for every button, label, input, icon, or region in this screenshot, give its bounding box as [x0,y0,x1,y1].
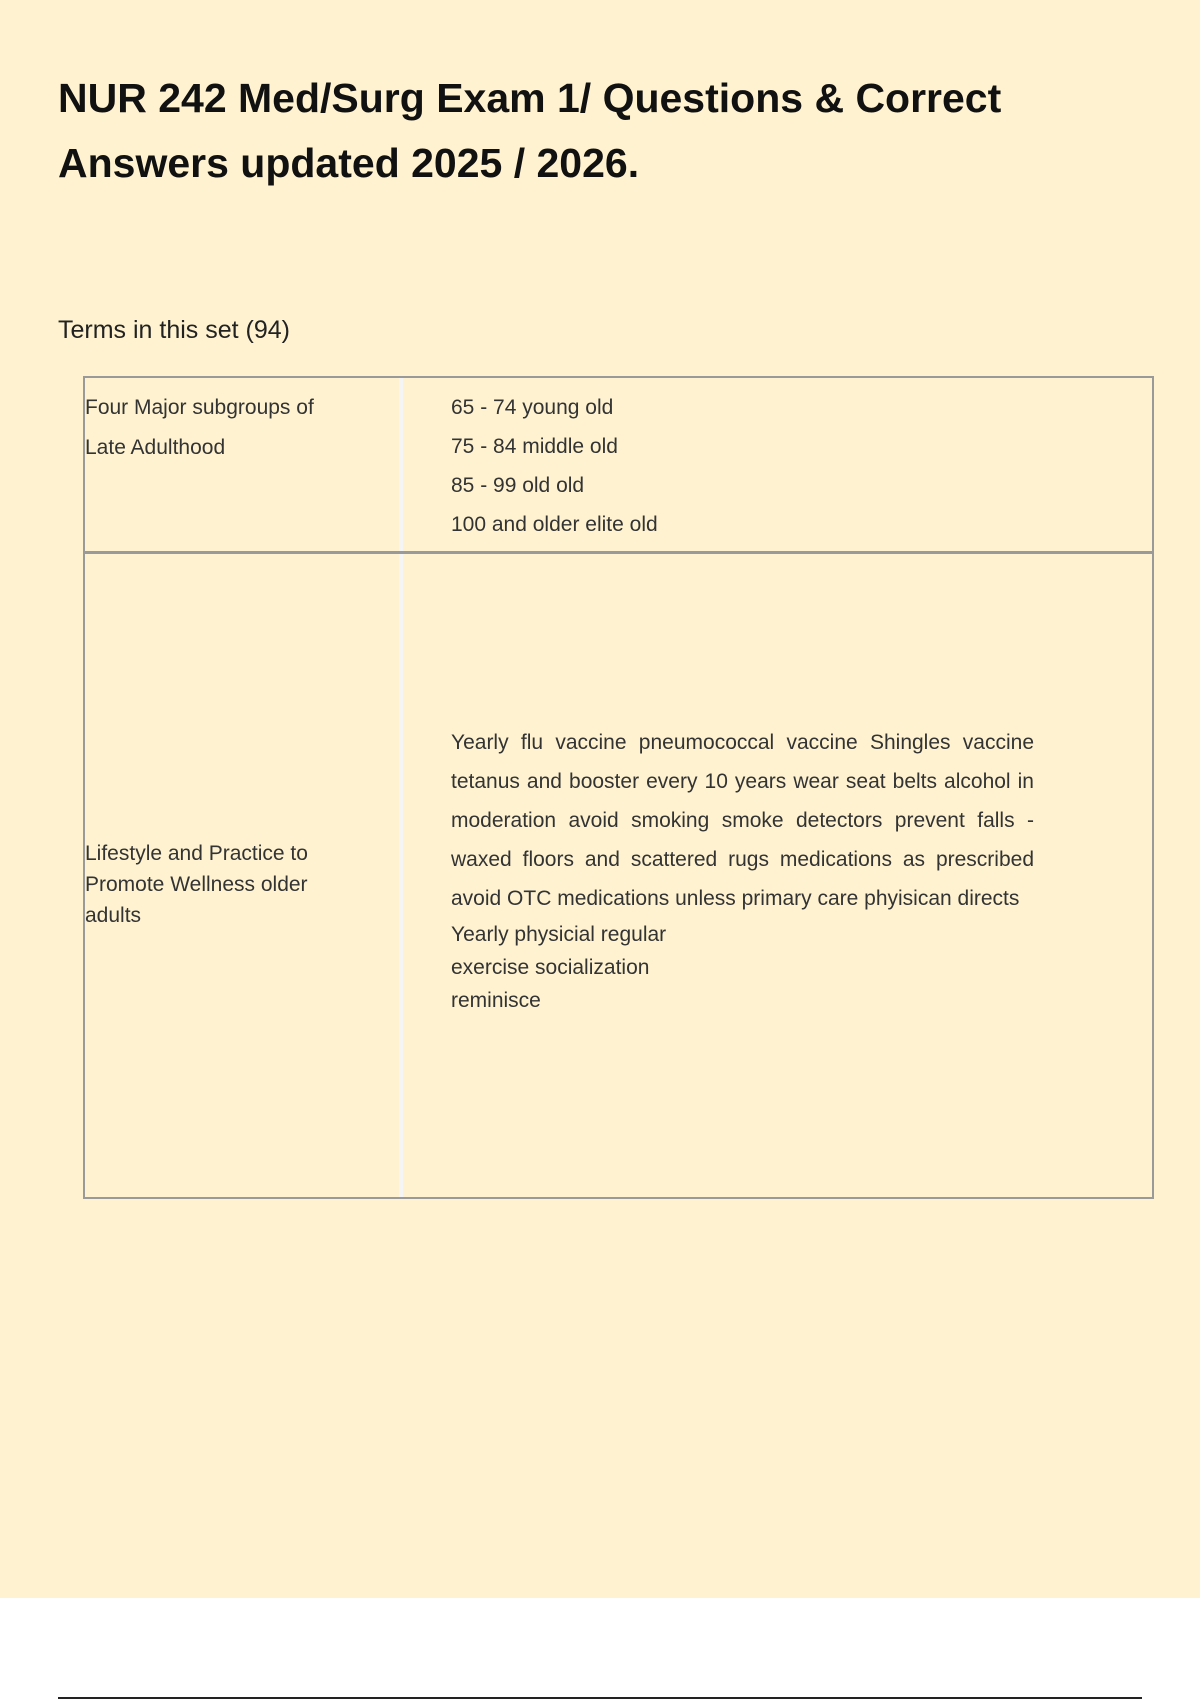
definition-cell [403,378,1152,551]
definition-line: 65 - 74 young old [451,396,614,419]
term-text-line: Promote Wellness older [85,872,308,896]
title-line-1: NUR 242 Med/Surg Exam 1/ Questions & Correct [58,75,1002,121]
definition-line: reminisce [451,988,541,1012]
definition-line: 85 - 99 old old [451,474,585,497]
term-row [85,378,1152,554]
definition-cell [403,554,1152,1197]
definition-line: exercise socialization [451,955,650,979]
document-title [58,66,1058,196]
definition-line: 100 and older elite old [451,513,658,536]
definition-line: Yearly physicial regular [451,922,667,946]
terms-count-label: Terms in this set (94) [58,316,291,344]
terms-table [83,376,1154,1199]
definition-line: 75 - 84 middle old [451,435,618,458]
footer-divider [58,1697,1142,1699]
term-text-line: adults [85,903,142,927]
term-text-line: Lifestyle and Practice to [85,841,308,865]
term-cell [85,378,403,551]
term-row [85,554,1152,1197]
term-text-line: Late Adulthood [85,436,226,459]
term-cell [85,554,403,1197]
title-line-2: Answers updated 2025 / 2026. [58,140,640,186]
term-text-line: Four Major subgroups of [85,396,314,419]
definition-paragraph: Yearly flu vaccine pneumococcal vaccine Shingles vaccine tetanus and booster every 10 years wear seat belts alcohol in moderation avoid smoking smoke detectors prevent falls - waxed floors and scattered rugs medications as prescribed avoid OTC medications unless primary care phyisican directs [451,730,1034,910]
